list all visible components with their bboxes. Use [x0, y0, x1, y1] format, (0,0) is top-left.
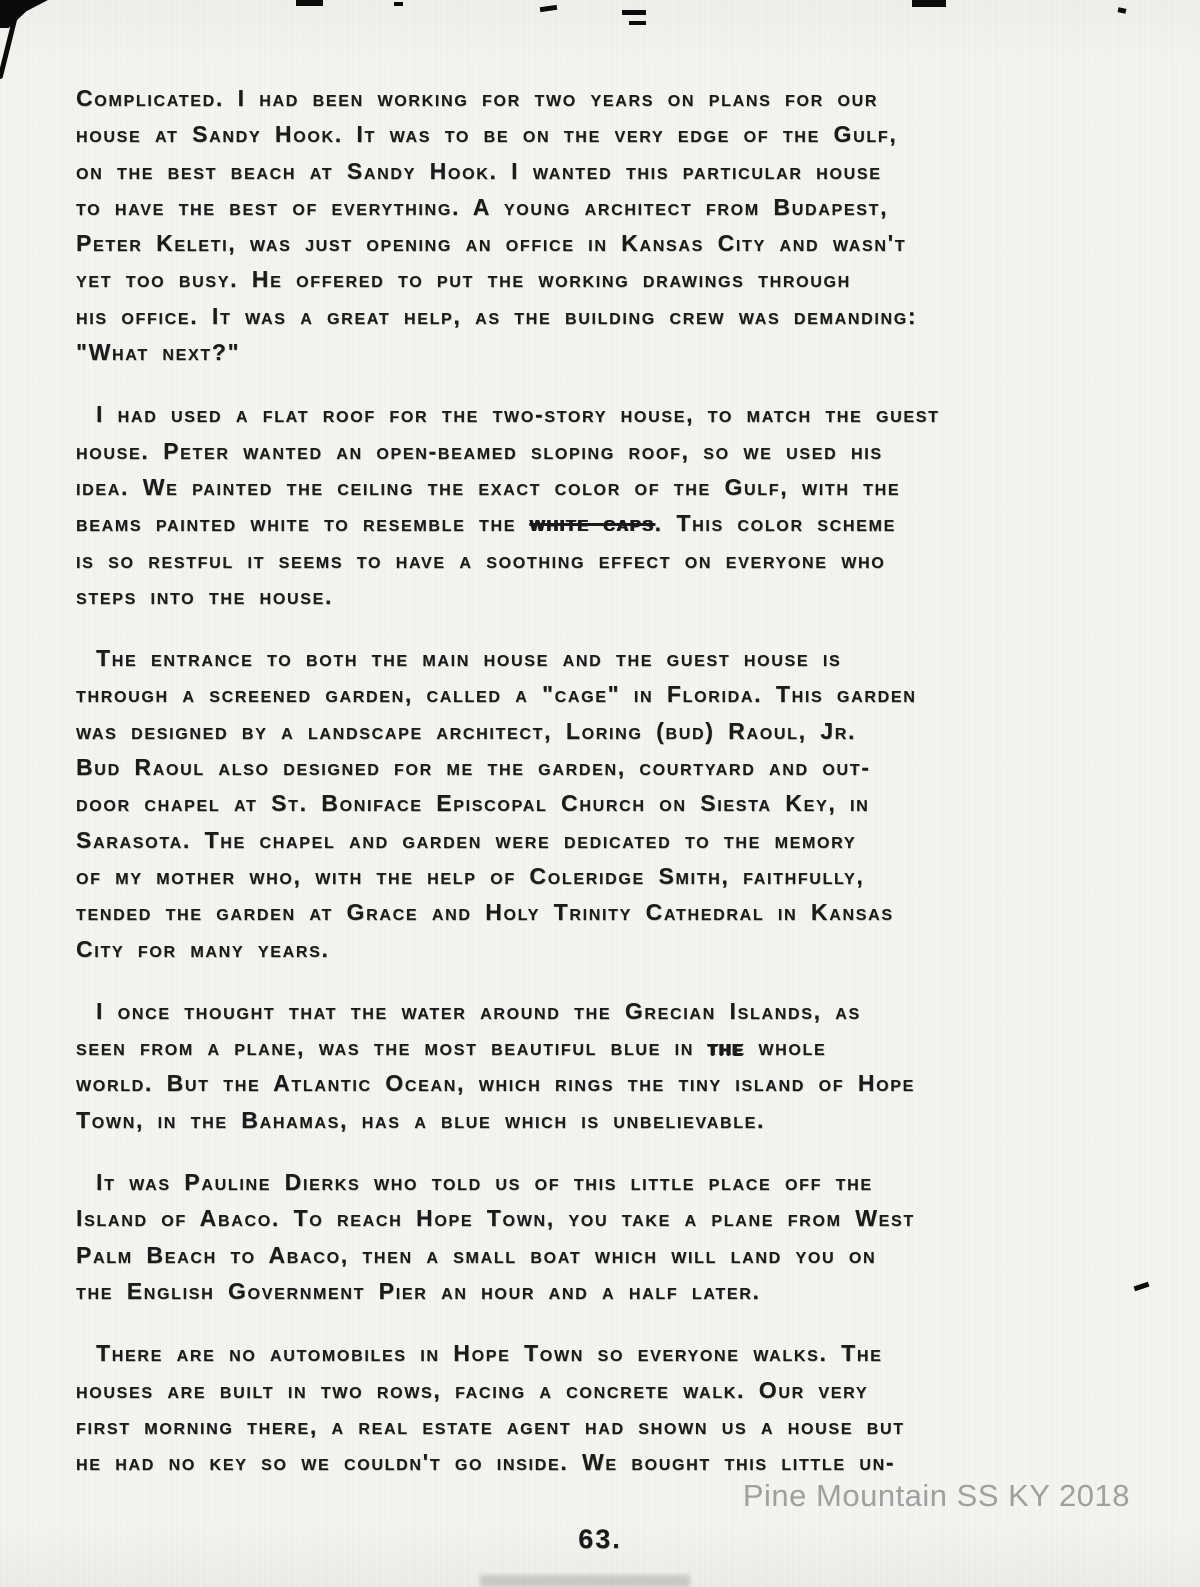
paragraph: [76, 993, 1136, 1138]
text-line: [76, 894, 1136, 930]
text-line: [76, 396, 1136, 432]
text-run: is so restful it seems to have a soothing effect on everyone who: [76, 546, 886, 573]
overtyped-text: the: [707, 1034, 745, 1061]
paragraph: [76, 1335, 1136, 1480]
text-line: [76, 298, 1136, 334]
text-line: [76, 713, 1136, 749]
text-line: [76, 1164, 1136, 1200]
text-line: [76, 931, 1136, 967]
text-line: [76, 116, 1136, 152]
text-run: Palm Beach to Abaco, then a small boat which will land you on: [76, 1241, 877, 1268]
text-run: first morning there, a real estate agent had shown us a house but: [76, 1412, 905, 1439]
text-line: [76, 1065, 1136, 1101]
text-line: [76, 1372, 1136, 1408]
text-run: The entrance to both the main house and the guest house is: [96, 645, 842, 672]
text-line: [76, 858, 1136, 894]
text-run: of my mother who, with the help of Coleridge Smith, faithfully,: [76, 862, 865, 889]
text-line: [76, 334, 1136, 370]
text-line: [76, 542, 1136, 578]
text-line: [76, 80, 1136, 116]
text-line: [76, 505, 1136, 541]
text-run: It was Pauline Dierks who told us of this little place off the: [96, 1169, 873, 1196]
text-line: [76, 1408, 1136, 1444]
scan-artifact: [912, 0, 946, 7]
text-line: [76, 1102, 1136, 1138]
scan-artifact: [1118, 7, 1127, 14]
text-run: on the best beach at Sandy Hook. I wanted this particular house: [76, 157, 882, 184]
scan-artifact: [394, 2, 403, 6]
text-line: [76, 1335, 1136, 1371]
struck-text: white caps: [529, 510, 655, 537]
text-run: There are no automobiles in Hope Town so everyone walks. The: [96, 1340, 883, 1367]
text-run: Town, in the Bahamas, has a blue which is unbelievable.: [76, 1106, 766, 1133]
text-run: door chapel at St. Boniface Episcopal Church on Siesta Key, in: [76, 790, 870, 817]
text-run: yet too busy. He offered to put the working drawings through: [76, 266, 851, 293]
text-run: world. But the Atlantic Ocean, which rings the tiny island of Hope: [76, 1070, 916, 1097]
text-run: steps into the house.: [76, 582, 334, 609]
text-line: [76, 578, 1136, 614]
text-line: [76, 785, 1136, 821]
text-run: City for many years.: [76, 935, 330, 962]
watermark: Pine Mountain SS KY 2018: [742, 1478, 1130, 1513]
text-line: [76, 433, 1136, 469]
text-line: [76, 261, 1136, 297]
text-run: his office. It was a great help, as the building crew was demanding:: [76, 302, 918, 329]
text-run: house. Peter wanted an open-beamed sloping roof, so we used his: [76, 437, 883, 464]
text-run: Peter Keleti, was just opening an office in Kansas City and wasn't: [76, 230, 907, 257]
text-run: through a screened garden, called a "cage" in Florida. This garden: [76, 681, 917, 708]
text-run: was designed by a landscape architect, Loring (bud) Raoul, Jr.: [76, 717, 857, 744]
text-run: "What next?": [76, 339, 241, 366]
text-run: . This color scheme: [654, 510, 896, 537]
text-run: the English Government Pier an hour and a half later.: [76, 1277, 761, 1304]
text-line: [76, 1444, 1136, 1480]
text-run: idea. We painted the ceiling the exact color of the Gulf, with the: [76, 473, 901, 500]
paragraph: [76, 640, 1136, 967]
paragraph: [76, 396, 1136, 614]
text-line: [76, 153, 1136, 189]
text-run: he had no key so we couldn't go inside. We bought this little un-: [76, 1449, 896, 1476]
text-line: [76, 822, 1136, 858]
scan-artifact: [0, 0, 48, 28]
text-line: [76, 640, 1136, 676]
text-run: beams painted white to resemble the: [76, 510, 530, 537]
text-run: house at Sandy Hook. It was to be on the very edge of the Gulf,: [76, 121, 898, 148]
text-line: [76, 1029, 1136, 1065]
text-run: I had used a flat roof for the two-story house, to match the guest: [96, 401, 940, 428]
text-run: I once thought that the water around the Grecian Islands, as: [96, 997, 861, 1024]
text-line: [76, 469, 1136, 505]
text-line: [76, 1237, 1136, 1273]
page-text: [76, 80, 1136, 1506]
text-line: [76, 225, 1136, 261]
scan-artifact: [480, 1575, 690, 1587]
text-line: [76, 189, 1136, 225]
text-run: to have the best of everything. A young architect from Budapest,: [76, 193, 889, 220]
text-run: Sarasota. The chapel and garden were dedicated to the memory: [76, 826, 857, 853]
text-run: houses are built in two rows, facing a concrete walk. Our very: [76, 1376, 869, 1403]
text-line: [76, 1200, 1136, 1236]
scan-artifact: [622, 10, 646, 15]
text-run: Bud Raoul also designed for me the garden, courtyard and out-: [76, 754, 871, 781]
text-line: [76, 676, 1136, 712]
page-number: 63.: [578, 1524, 622, 1554]
text-run: whole: [744, 1034, 827, 1061]
text-run: Island of Abaco. To reach Hope Town, you take a plane from West: [76, 1205, 915, 1232]
text-line: [76, 993, 1136, 1029]
text-line: [76, 749, 1136, 785]
scan-artifact: [296, 0, 323, 6]
scan-artifact: [629, 21, 646, 25]
paragraph: [76, 80, 1136, 370]
paragraph: [76, 1164, 1136, 1309]
text-run: Complicated. I had been working for two years on plans for our: [76, 85, 879, 111]
text-line: [76, 1273, 1136, 1309]
text-run: tended the garden at Grace and Holy Trinity Cathedral in Kansas: [76, 899, 894, 926]
scan-artifact: [540, 5, 558, 12]
text-run: seen from a plane, was the most beautiful blue in: [76, 1034, 708, 1061]
